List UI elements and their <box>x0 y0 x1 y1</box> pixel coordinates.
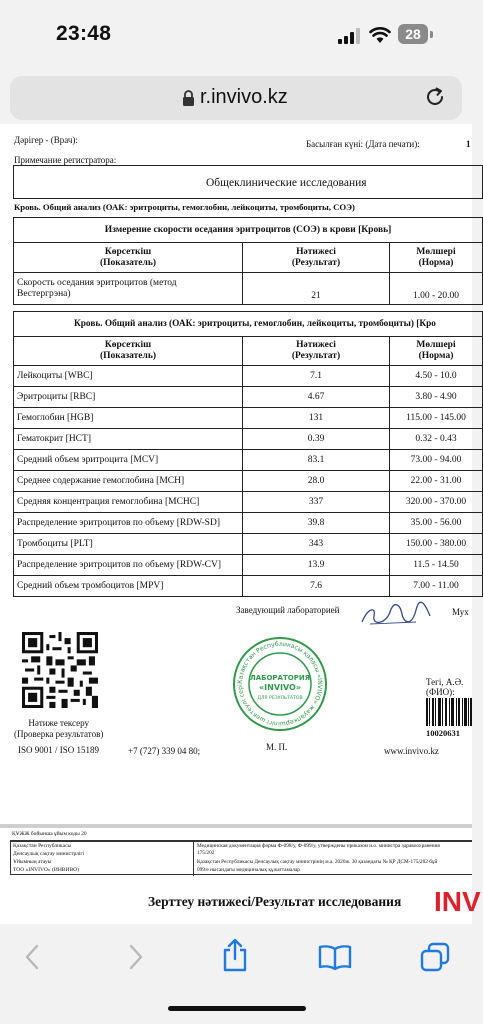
row-norm: 11.5 - 14.50 <box>390 555 483 576</box>
row-norm: 320.00 - 370.00 <box>390 492 483 513</box>
row-result: 7.6 <box>243 576 390 597</box>
row-result: 0.39 <box>243 429 390 450</box>
lab-report-page <box>0 124 472 824</box>
row-result: 343 <box>243 534 390 555</box>
back-icon[interactable] <box>24 944 40 970</box>
url-text[interactable]: r.invivo.kz <box>200 86 288 108</box>
cbc-title: Кровь. Общий анализ (ОАК: эритроциты, гемоглобин, лейкоциты, тромбоциты) [Кро <box>14 312 483 337</box>
row-norm: 115.00 - 145.00 <box>390 408 483 429</box>
table-row <box>14 492 483 513</box>
form-code: ҚҰЖЖ бойынша ұйым коды 20 <box>12 831 87 837</box>
row-name: Скорость оседания эритроцитов (метод Вестергрэна) <box>14 273 243 305</box>
header-info-box <box>10 841 472 875</box>
table-row <box>14 513 483 534</box>
row-norm: 73.00 - 94.00 <box>390 450 483 471</box>
row-name: Гемоглобин [HGB] <box>14 408 243 429</box>
row-norm: 1.00 - 20.00 <box>390 273 483 305</box>
header-norm: Мөлшері (Норма) <box>390 337 483 366</box>
row-result: 131 <box>243 408 390 429</box>
header-result: Нәтижесі (Результат) <box>243 337 390 366</box>
lab-stamp-image <box>232 636 328 732</box>
row-norm: 4.50 - 10.0 <box>390 366 483 387</box>
home-indicator <box>168 1006 306 1011</box>
left-line: ТОО «INVIVO» (ИНВИВО) <box>13 867 79 873</box>
row-norm: 3.80 - 4.90 <box>390 387 483 408</box>
patient-name-label: (ФИО): <box>426 687 455 697</box>
header-indicator: Көрсеткіш (Показатель) <box>14 337 243 366</box>
table-row <box>14 471 483 492</box>
tabs-icon[interactable] <box>420 942 450 972</box>
row-name: Средняя концентрация гемоглобина [MCHC] <box>14 492 243 513</box>
esr-table <box>13 217 483 305</box>
stamp-text-lab: ЛАБОРАТОРИЯ <box>249 674 311 682</box>
form-code-row <box>10 830 472 841</box>
lab-head-name: Мух <box>452 607 469 617</box>
stamp-ring-text: Казақстан Республикасы қаласы «INVIVO» жауапкершілігі шектеулі сері <box>236 640 324 728</box>
stamp-text-brand: «INVIVO» <box>258 683 302 692</box>
header-norm: Мөлшері (Норма) <box>390 243 483 273</box>
iso-text: ISO 9001 / ISO 15189 <box>18 745 100 755</box>
table-row <box>14 576 483 597</box>
table-row <box>14 555 483 576</box>
row-name: Среднее содержание гемоглобина [MCH] <box>14 471 243 492</box>
section-title: Общеклинические исследования <box>206 177 367 189</box>
patient-name: Тегі, А.Ә. <box>426 677 464 687</box>
row-name: Распределение эритроцитов по объему [RDW-SD] <box>14 513 243 534</box>
row-norm: 22.00 - 31.00 <box>390 471 483 492</box>
right-line: 099/е нысандағы медициналық құжаттамалар <box>197 867 300 873</box>
invivo-logo: INV <box>434 886 481 917</box>
status-bar <box>0 0 472 70</box>
row-result: 337 <box>243 492 390 513</box>
print-date-value: 1 <box>466 139 471 149</box>
header-indicator: Көрсеткіш (Показатель) <box>14 243 243 273</box>
barcode-number: 10020631 <box>426 728 460 738</box>
row-result: 13.9 <box>243 555 390 576</box>
status-time: 23:48 <box>56 22 112 45</box>
row-name: Тромбоциты [PLT] <box>14 534 243 555</box>
verify-label: Нәтиже тексеру (Проверка результатов) <box>14 718 104 739</box>
registrar-note-label: Примечание регистратора: <box>14 155 117 165</box>
forward-icon[interactable] <box>128 944 144 970</box>
row-name: Средний объем тромбоцитов [MPV] <box>14 576 243 597</box>
battery-icon: 28 <box>398 24 428 44</box>
lab-head-label: Заведующий лабораторией <box>236 605 340 615</box>
row-name: Средний объем эритроцита [MCV] <box>14 450 243 471</box>
lock-icon <box>182 90 195 107</box>
left-line: Денсаулық сақтау министрлігі <box>13 851 85 857</box>
row-name: Гематокрит [HCT] <box>14 429 243 450</box>
mp-text: М. П. <box>266 742 288 752</box>
right-line: 175/202 <box>197 850 215 856</box>
website-text: www.invivo.kz <box>384 746 439 756</box>
doctor-label: Дәрігер - (Врач): <box>14 135 78 145</box>
table-row <box>14 273 483 305</box>
row-norm: 150.00 - 380.00 <box>390 534 483 555</box>
row-name: Распределение эритроцитов по объему [RDW-CV] <box>14 555 243 576</box>
table-row <box>14 429 483 450</box>
share-icon[interactable] <box>222 938 248 972</box>
barcode-image <box>426 698 472 726</box>
second-page <box>0 828 481 924</box>
cbc-table <box>13 311 483 597</box>
blood-analysis-title: Кровь. Общий анализ (ОАК: эритроциты, гемоглобин, лейкоциты, тромбоциты, СОЭ) <box>14 202 355 212</box>
header-result: Нәтижесі (Результат) <box>243 243 390 273</box>
row-norm: 7.00 - 11.00 <box>390 576 483 597</box>
row-result: 28.0 <box>243 471 390 492</box>
table-row <box>14 366 483 387</box>
result-title: Зерттеу нәтижесі/Результат исследования <box>148 894 402 909</box>
row-result: 21 <box>243 273 390 305</box>
table-row <box>14 534 483 555</box>
right-line: Қазақстан Республикасы Денсаулық сақтау министрінің м.а. 2020ж. 30 қазандағы № ҚР ДСМ-175/202 бұй <box>197 859 438 865</box>
bookmarks-icon[interactable] <box>318 944 352 970</box>
row-result: 4.67 <box>243 387 390 408</box>
battery-tip <box>430 31 433 38</box>
row-name: Лейкоциты [WBC] <box>14 366 243 387</box>
row-result: 39.8 <box>243 513 390 534</box>
left-line: Ұйымның атауы <box>13 859 52 865</box>
cellular-signal-icon <box>338 28 362 44</box>
row-result: 7.1 <box>243 366 390 387</box>
table-row <box>14 408 483 429</box>
qr-code-image <box>22 632 98 708</box>
esr-title: Измерение скорости оседания эритроцитов (СОЭ) в крови [Кровь] <box>14 218 483 243</box>
row-norm: 35.00 - 56.00 <box>390 513 483 534</box>
right-line: Медицинская документация форма Ф-098/у, Ф-099/у, утверждены приказом и.о. министра здравоохранения <box>197 843 440 849</box>
signature-image <box>356 600 434 630</box>
section-title-box <box>13 165 483 199</box>
table-row <box>14 387 483 408</box>
print-date-label: Басылған күні: (Дата печати): <box>306 139 420 149</box>
stamp-text-sub: ДЛЯ РЕЗУЛЬТАТОВ <box>257 696 303 701</box>
left-line: Қазақстан Республикасы <box>13 843 72 849</box>
table-row <box>14 450 483 471</box>
reload-icon[interactable] <box>424 86 446 108</box>
row-result: 83.1 <box>243 450 390 471</box>
row-name: Эритроциты [RBC] <box>14 387 243 408</box>
wifi-icon <box>369 26 391 44</box>
header-divider <box>193 842 194 876</box>
row-norm: 0.32 - 0.43 <box>390 429 483 450</box>
phone-text: +7 (727) 339 04 80; <box>128 746 201 756</box>
